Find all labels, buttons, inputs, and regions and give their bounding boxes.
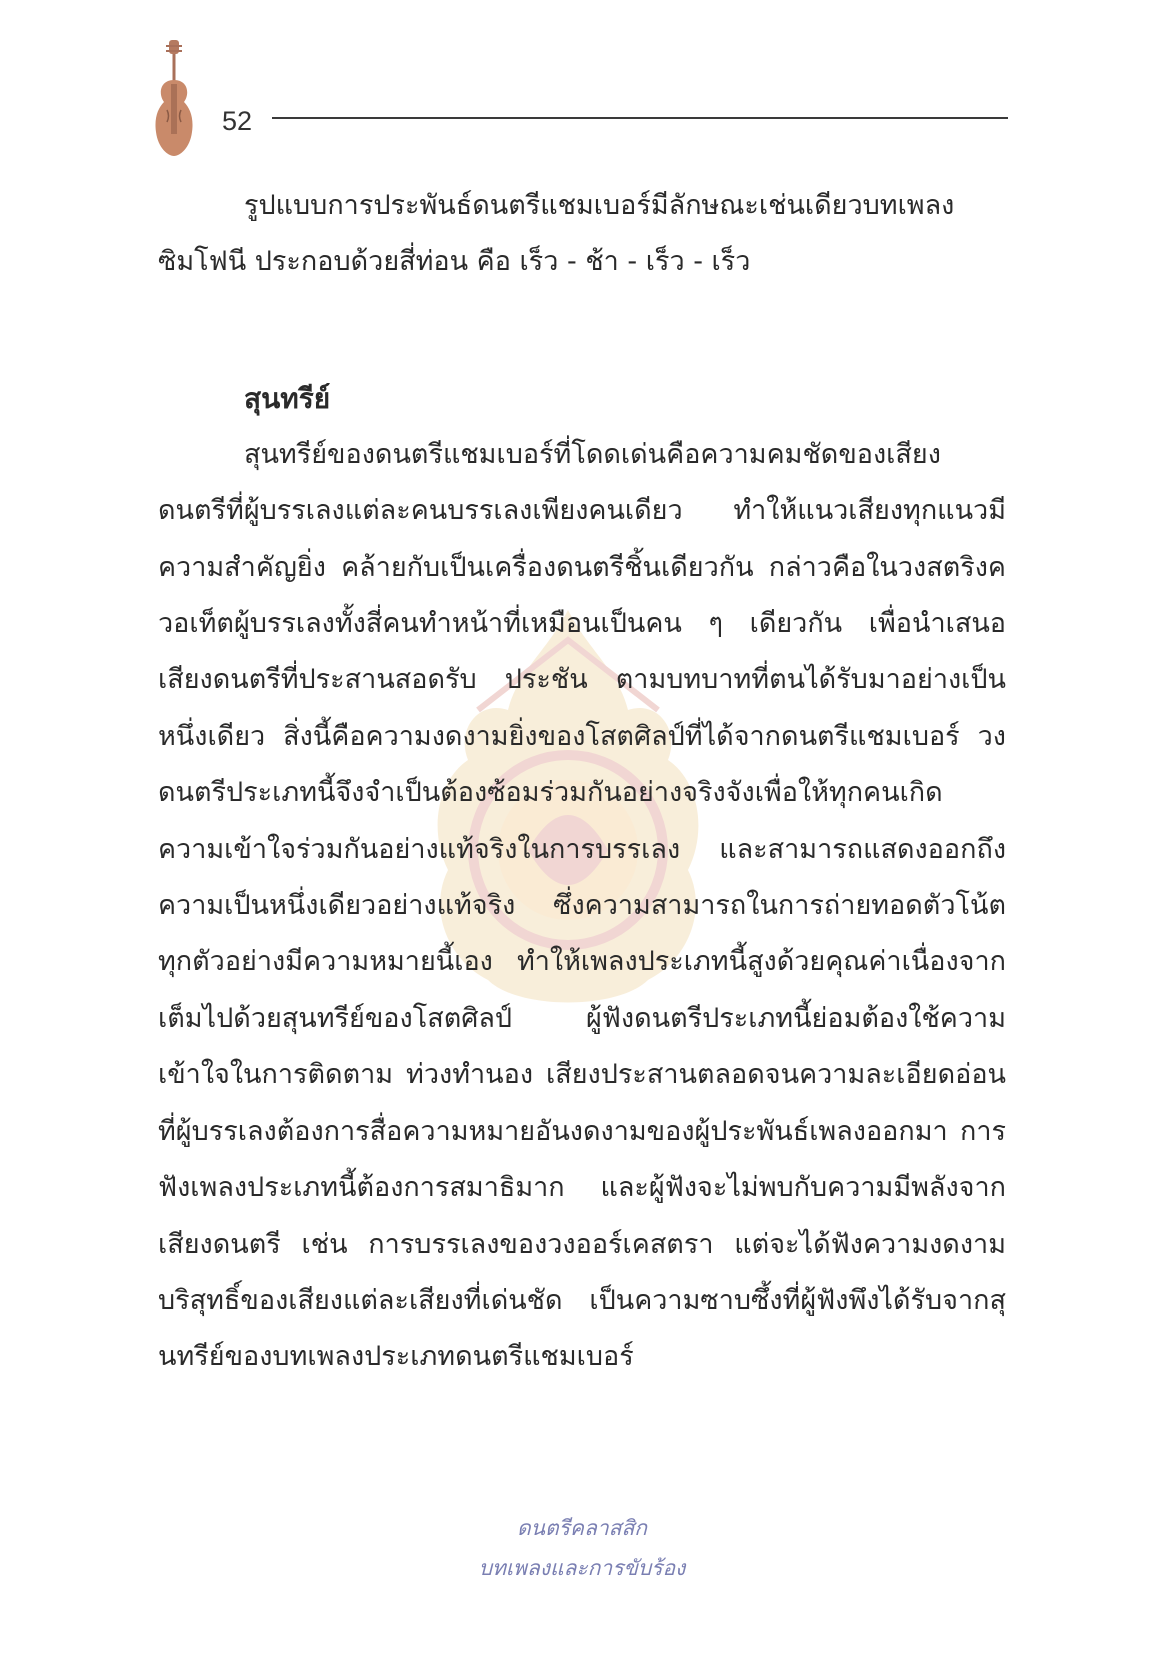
header-rule <box>272 117 1008 119</box>
intro-paragraph: รูปแบบการประพันธ์ดนตรีแชมเบอร์มีลักษณะเช่นเดียวบทเพลงซิมโฟนี ประกอบด้วยสี่ท่อน คือ เร็ว - ช้า - เร็ว - เร็ว <box>158 190 955 278</box>
footer-book-subtitle: บทเพลงและการขับร้อง <box>478 1556 686 1580</box>
section-paragraph: สุนทรีย์ของดนตรีแชมเบอร์ที่โดดเด่นคือความคมชัดของเสียงดนตรีที่ผู้บรรเลงแต่ละคนบรรเลงเพียงคนเดียว ทำให้แนวเสียงทุกแนวมีความสำคัญยิ่ง คล้ายกับเป็นเครื่องดนตรีชิ้นเดียวกัน กล่าวคือในวงสตริงควอเท็ตผู้บรรเลงทั้งสี่คนทำหน้าที่เหมือนเป็นคน ๆ เดียวกัน เพื่อนำเสนอเสียงดนตรีที่ประสานสอดรับ ประชัน ตามบทบาทที่ตนได้รับมาอย่างเป็นหนึ่งเดียว สิ่งนี้คือความงดงามยิ่งของโสตศิลป์ที่ได้จากดนตรีแชมเบอร์ วงดนตรีประเภทนี้จึงจำเป็นต้องซ้อมร่วมกันอย่างจริงจังเพื่อให้ทุกคนเกิดความเข้าใจร่วมกันอย่างแท้จริงในการบรรเลง และสามารถแสดงออกถึงความเป็นหนึ่งเดียวอย่างแท้จริง ซึ่งความสามารถในการถ่ายทอดตัวโน้ตทุกตัวอย่างมีความหมายนี้เอง ทำให้เพลงประเภทนี้สูงด้วยคุณค่าเนื่องจากเต็มไปด้วยสุนทรีย์ของโสตศิลป์ ผู้ฟังดนตรีประเภทนี้ย่อมต้องใช้ความเข้าใจในการติดตาม ท่วงทำนอง เสียงประสานตลอดจนความละเอียดอ่อนที่ผู้บรรเลงต้องการสื่อความหมายอันงดงามของผู้ประพันธ์เพลงออกมา การฟังเพลงประเภทนี้ต้องการสมาธิมาก และผู้ฟังจะไม่พบกับความมีพลังจากเสียงดนตรี เช่น การบรรเลงของวงออร์เคสตรา แต่จะได้ฟังความงดงามบริสุทธิ์ของเสียงแต่ละเสียงที่เด่นชัด เป็นความซาบซึ้งที่ผู้ฟังพึงได้รับจากสุนทรีย์ของบทเพลงประเภทดนตรีแชมเบอร์ <box>158 438 1006 1373</box>
section-heading: สุนทรีย์ <box>244 381 331 415</box>
page-header <box>150 38 1010 158</box>
page-body <box>158 178 1006 1386</box>
page-number: 52 <box>222 106 253 136</box>
footer-book-title: ดนตรีคลาสสิก <box>517 1516 647 1540</box>
violin-icon <box>150 38 198 160</box>
page-footer <box>0 1508 1164 1588</box>
